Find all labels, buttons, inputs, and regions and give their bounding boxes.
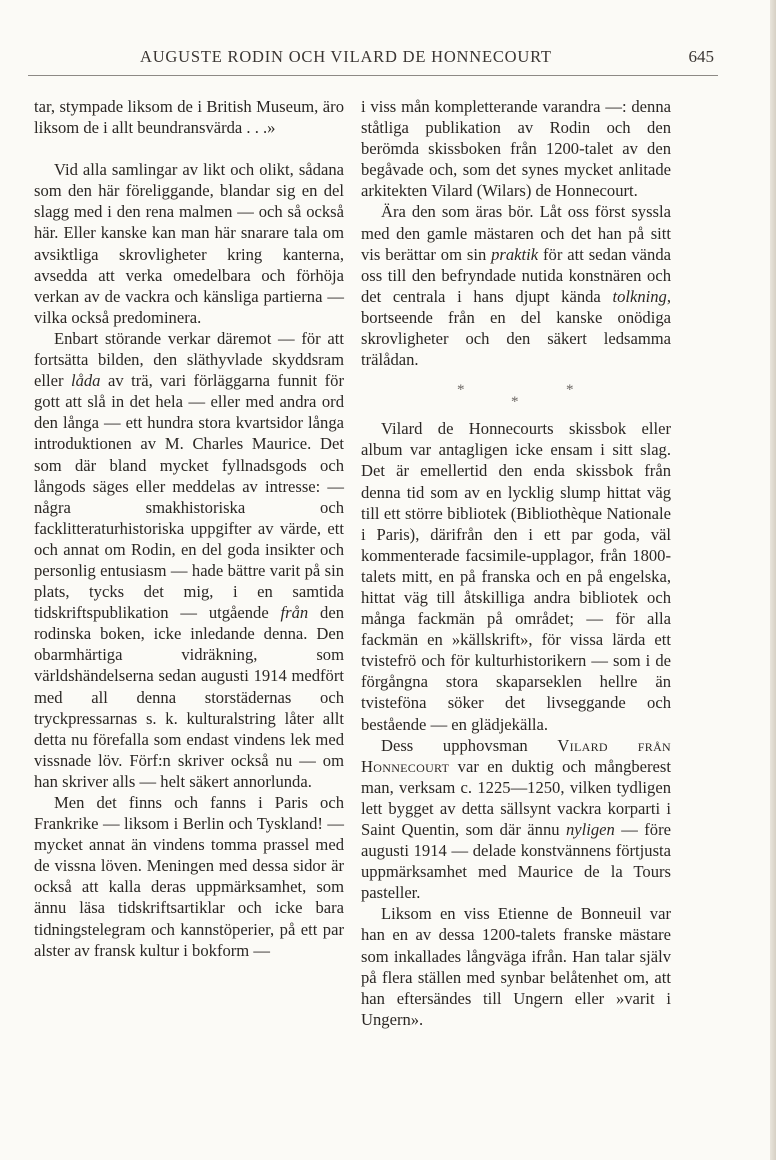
page-number: 645 [688, 47, 714, 66]
page-header [28, 45, 718, 76]
right-column [361, 96, 671, 1030]
emphasis-nyligen: nyligen [565, 820, 615, 839]
paragraph-bonneuil: Liksom en viss Etienne de Bonneuil var han en av dessa 1200-talets franske mästare som inkallades långväga ifrån. Han talar själv på flera ställen med synbar belåtenhet om, att han eftersändes till Ungern eller »varit i Ungern». [361, 904, 671, 1029]
emphasis-fran: från [280, 603, 309, 623]
emphasis-lada: låda [70, 371, 101, 391]
emphasis-tolkning: tolkning [612, 286, 667, 306]
asterism-star: * [457, 382, 465, 399]
paragraph-continuation-right: i viss mån kompletterande varandra —: denna ståtliga publikation av Rodin och den berömda skissboken från 1200-talet av den begåvade och, som det synes mycket anlitade arkitekten Vilard (Wilars) de Honnecourt. [361, 97, 671, 201]
paragraph-upphovsman: Dess upphovsman Vilard från Honnecourt var en duktig och mångberest man, verksam c. 1225—1250, vilken tydligen lett bygget av detta sällsynt vackra korparti i Saint Quentin, som där ännu nyligen — före augusti 1914 — delade konstvännens förtjusta uppmärksamhet med Maurice de la Tours pasteller. [361, 735, 671, 903]
section-break-asterism [361, 374, 671, 418]
paragraph-ara: Ära den som äras bör. Låt oss först syssla med den gamle mästaren och det han på sitt vis berättar om sin praktik för att sedan vända oss till den befryndade nutida konstnären och det centrala i hans djupt kända tolkning, bortseende från en del kanske onödiga skrovligheter och den säkert ledsamma trälådan. [361, 202, 671, 370]
page-edge [770, 0, 776, 1160]
left-column [34, 96, 344, 961]
paragraph-skissbok: Vilard de Honnecourts skissbok eller album var antagligen icke ensam i sitt slag. Det är emellertid den enda skissbok från denna tid som av en lycklig slump hittat väg till ett större bibliotek (Bibliothèque Nationale i Paris), därifrån den i ett par goda, väl kommenterade facsimile-upplagor, från 1800-talets mitt, en på franska och en på engelska, hittat väg till åtskilliga andra bibliotek och många fackmän på området; — för alla fackmän en »källskrift», för vissa lärda ett tvistefrö och för kulturhistorikern — som i de förgångna stora skaparseklen hellre än tvisteföna söker det livseggande och bestående — en glädjekälla. [361, 419, 671, 734]
paragraph-continuation: tar, stympade liksom de i British Museum, äro liksom de i allt beundransvärda . . .» [34, 97, 344, 138]
emphasis-praktik: praktik [491, 244, 539, 264]
name-vilard: Vilard från Honnecourt [361, 735, 671, 776]
asterism-star: * [566, 382, 574, 399]
paragraph-introduction: Enbart störande verkar däremot — för att fortsätta bilden, den släthyvlade skyddsram eller låda av trä, vari förläggarna funnit för gott att slå in det hela — eller med andra ord den långa — ett hundra stora kvartsidor långa introduktionen av M. Charles Maurice. Det som där bland mycket fyllnadsgods och långods säges eller meddelas av intresse: — några smakhistoriska och facklitteraturhistoriska uppgifter av värde, ett och annat om Rodin, en del goda insikter och personlig entusiasm — hade bättre varit på sin plats, tycks det mig, i en samtida tidskriftspublikation — utgående från den rodinska boken, icke inledande denna. Den obarmhärtiga vidräkning, som världshändelserna sedan augusti 1914 medfört med all denna storstädernas och tryckpressarnas s. k. kulturalstring låter allt detta nu förefalla som endast vindens lek med vissnade löv. Förf:n skriver också nu — om han skriver alls — helt säkert annorlunda. [34, 328, 344, 791]
paragraph-paris: Men det finns och fanns i Paris och Frankrike — liksom i Berlin och Tyskland! — mycket annat än vindens tomma prassel med de vissna löven. Meningen med dessa sidor är också att kalla deras uppmärksamhet, som ännu läsa tidskriftsartiklar och icke bara tidningstelegram och kannstöperier, på ett par alster av fransk kultur i bokform — [34, 793, 344, 960]
paragraph-slagg: Vid alla samlingar av likt och olikt, sådana som den här föreliggande, blandar sig en del slagg med i den rena malmen — och så också här. Eller kanske kan man här snarare tala om avsiktliga skrovligheter kring kanterna, avsedda att verka omedelbara och förhöja verkan av de vackra och känsliga partierna — vilka också predominera. [34, 160, 344, 327]
running-title: AUGUSTE RODIN OCH VILARD DE HONNECOURT [140, 47, 552, 66]
asterism-star: * [511, 394, 519, 411]
